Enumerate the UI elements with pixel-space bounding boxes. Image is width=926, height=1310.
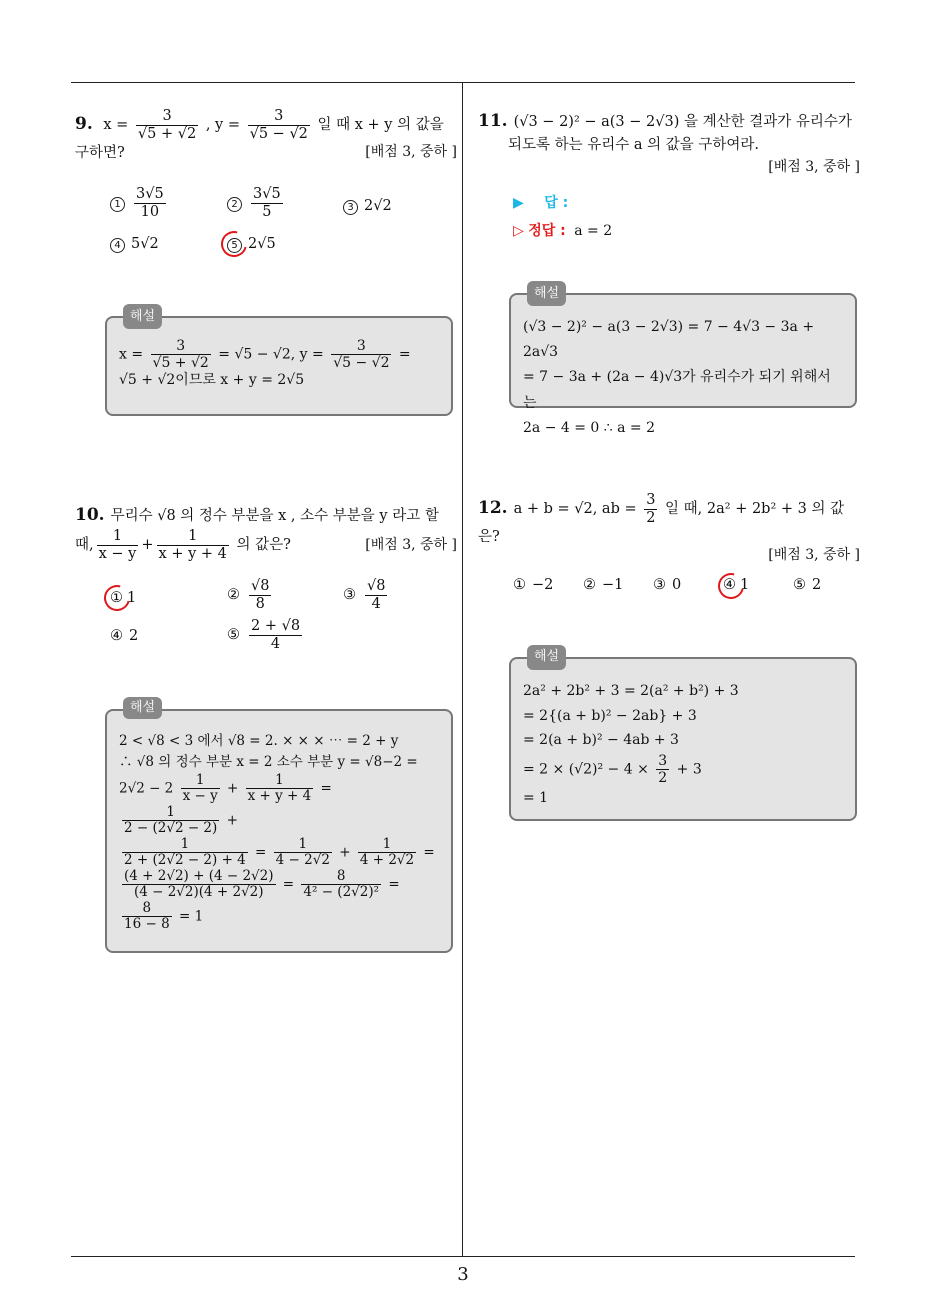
numerator: 1 [358,837,416,854]
denominator: 2 − (2√2 − 2) [124,820,218,837]
option-number: 3 [343,200,358,215]
answer-mark [99,580,135,616]
option-4[interactable] [110,236,159,253]
fraction [249,578,271,612]
explanation-text: = [394,346,411,363]
option-number: ③ [653,577,666,593]
correct-answer [513,220,612,240]
top-rule [71,82,855,83]
question-12 [478,492,860,567]
operator: = [384,876,400,893]
denominator: x + y + 4 [247,788,312,805]
option-text: 5√2 [131,236,159,252]
question-text: 무리수 √8 의 정수 부분을 x , 소수 부분을 y 라고 할 [110,508,439,524]
numerator: 8 [122,901,172,918]
explanation-text: = 1 [174,908,204,925]
option-number: 4 [110,238,125,253]
denominator: x − y [182,788,218,805]
numerator: 3√5 [253,186,281,202]
question-number: 12. [478,498,508,519]
numerator: 1 [122,837,248,854]
denominator: x + y + 4 [158,546,227,563]
numerator: 1 [246,773,314,790]
fraction [644,492,657,526]
correct-value: a = 2 [574,223,613,239]
option-number: ① [513,577,526,593]
option-number: 2 [227,197,242,212]
denominator: 2 [646,509,656,526]
option-number: ② [583,577,596,593]
page-number: 3 [457,1264,469,1285]
option-text: −2 [532,577,554,593]
explanation-text: ∴ √8 의 정수 부분 x = 2 소수 부분 y = √8−2 = [119,753,418,770]
option-1[interactable] [110,186,169,220]
numerator: 1 [122,805,219,822]
fraction [248,108,310,142]
explanation-box-11 [509,286,857,436]
option-number: ③ [343,587,356,604]
explanation-text: + 3 [672,761,702,778]
fraction [122,869,276,901]
numerator: 1 [181,773,220,790]
explanation-text: = 2{(a + b)² − 2ab} + 3 [523,707,697,724]
question-text: , y = [201,117,245,134]
option-5[interactable] [227,618,305,652]
option-2[interactable] [227,186,286,220]
option-3[interactable] [653,577,681,593]
denominator: 16 − 8 [124,916,170,933]
option-2[interactable] [227,578,274,612]
operator: = [278,876,299,893]
option-number: ④ [723,577,736,593]
answer-marker-icon: ▶ [513,195,524,211]
operator: + [334,844,355,861]
explanation-text: 2a − 4 = 0 ∴ a = 2 [523,419,656,436]
question-text: x = [103,117,133,134]
question-11 [478,108,860,179]
operator: = [250,844,271,861]
option-number: ④ [110,628,123,644]
option-text: 2 [812,577,822,593]
numerator: (4 + 2√2) + (4 − 2√2) [124,867,274,884]
fraction [122,901,172,933]
explanation-text: x = [119,346,148,363]
question-meta: [배점 3, 중하 ] [768,546,860,563]
fraction [331,338,391,371]
question-9 [75,108,457,165]
explanation-text: = 2 × (√2)² − 4 × [523,761,654,778]
correct-marker-icon: ▷ [513,223,524,239]
numerator: √8 [367,578,386,594]
explanation-text: = 7 − 3a + (2a − 4)√3가 유리수가 되기 위해서는 [523,369,831,411]
question-text: 일 때, 2a² + 2b² + 3 의 값은? [478,501,845,546]
denominator: 10 [140,203,160,220]
option-5[interactable] [793,577,821,593]
explanation-tag: 해설 [527,281,566,306]
fraction [358,837,416,869]
answer-field[interactable] [513,192,568,212]
fraction [301,869,381,901]
numerator: 3 [248,108,310,126]
option-3[interactable] [343,198,392,215]
explanation-box-12 [509,649,857,821]
operator: + [222,780,243,797]
numerator: 3 [331,338,391,355]
numerator: √8 [251,578,270,594]
denominator: 2 + (2√2 − 2) + 4 [124,852,246,869]
explanation-tag: 해설 [527,645,566,670]
denominator: √5 − √2 [249,125,308,142]
column-divider [462,82,463,1257]
question-text: 일 때 x + y 의 값을 [312,117,444,134]
question-number: 10. [75,505,105,525]
question-10 [75,502,457,563]
option-text: 2 [129,628,139,644]
answer-mark [216,226,252,262]
explanation-text: 2 < √8 < 3 에서 √8 = 2. × × × ⋯ = 2 + y [119,733,399,749]
explanation-tag: 해설 [123,304,162,329]
correct-label: 정답 : [528,223,566,239]
denominator: 2 [658,769,668,786]
question-text: a + b = √2, ab = [513,501,642,518]
option-number: ⑤ [793,577,806,593]
denominator: 4 + 2√2 [359,852,415,869]
numerator: 3 [136,108,198,126]
denominator: √5 + √2 [137,125,197,142]
fraction [274,837,332,869]
option-text: 2√5 [248,236,276,252]
explanation-box-10 [105,700,453,953]
explanation-text: 2√2 − 2 [119,780,178,797]
denominator: 4 [270,635,281,652]
denominator: 5 [262,203,272,220]
question-text: 구하면? [75,145,125,162]
question-meta: [배점 3, 중하 ] [365,536,457,553]
numerator: 8 [301,869,381,886]
operator: + [222,812,238,829]
explanation-tag: 해설 [123,697,162,719]
fraction [249,618,302,652]
option-text: 1 [740,577,750,593]
option-4[interactable] [110,628,138,644]
explanation-box-9 [105,309,453,416]
numerator: 1 [274,837,332,854]
denominator: √5 − √2 [333,355,390,372]
option-number: 1 [110,197,125,212]
numerator: 1 [97,528,139,546]
fraction [136,108,198,142]
explanation-text: = 2(a + b)² − 4ab + 3 [523,732,679,748]
question-meta: [배점 3, 중하 ] [365,144,457,161]
option-1[interactable] [513,577,553,593]
numerator: 3 [658,752,668,769]
option-2[interactable] [583,577,623,593]
denominator: 4² − (2√2)² [303,884,380,901]
numerator: 3 [151,338,211,355]
fraction [97,528,139,562]
fraction [134,186,166,220]
question-text: (√3 − 2)² − a(3 − 2√3) 을 계산한 결과가 유리수가 [513,114,852,130]
denominator: 4 − 2√2 [275,852,330,869]
denominator: √5 + √2 [152,355,209,372]
explanation-text: 2a² + 2b² + 3 = 2(a² + b²) + 3 [523,683,739,699]
option-text: 0 [672,577,682,593]
option-text: 2√2 [364,198,392,214]
question-number: 11. [478,111,508,131]
question-meta: [배점 3, 중하 ] [768,158,860,175]
fraction [251,186,283,220]
option-text: 1 [127,590,137,606]
question-text: 의 값은? [231,537,291,554]
option-text: −1 [602,577,624,593]
denominator: 8 [255,595,265,612]
option-3[interactable] [343,578,390,612]
option-number: 5 [227,238,242,253]
fraction [122,805,219,837]
question-text: 때, [75,537,94,554]
question-number: 9. [75,114,93,135]
fraction [122,837,248,869]
fraction [365,578,387,612]
fraction [246,773,314,805]
answer-label: 답 : [544,195,569,211]
operator: = [316,780,332,797]
explanation-text: = √5 − √2, y = [213,346,329,363]
question-text: 되도록 하는 유리수 a 의 값을 구하여라. [508,137,760,154]
fraction [181,773,220,805]
fraction [656,753,669,786]
denominator: x − y [98,546,137,563]
operator: + [141,537,154,554]
operator: = [419,844,435,861]
numerator: 3 [646,492,656,508]
numerator: 1 [157,528,229,546]
denominator: 4 [371,595,381,612]
fraction [157,528,229,562]
numerator: 3√5 [136,186,164,202]
numerator: 2 + √8 [251,618,301,634]
bottom-rule [71,1256,855,1257]
answer-mark [713,568,749,604]
fraction [151,338,211,371]
explanation-text: (√3 − 2)² − a(3 − 2√3) = 7 − 4√3 − 3a + 2a√3 [523,319,815,361]
explanation-text: √5 + √2이므로 x + y = 2√5 [119,372,305,389]
option-number: ① [110,590,123,606]
option-number: ⑤ [227,627,240,644]
option-number: ② [227,587,240,604]
explanation-text: = 1 [523,789,549,806]
denominator: (4 − 2√2)(4 + 2√2) [133,884,264,901]
